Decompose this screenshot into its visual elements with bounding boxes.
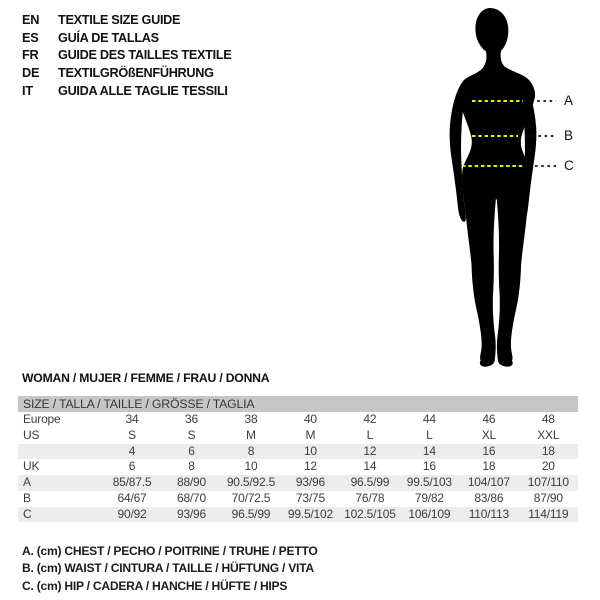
table-row bbox=[18, 475, 578, 491]
measurement-note: A. (cm) CHEST / PECHO / POITRINE / TRUHE / PETTO bbox=[22, 544, 318, 558]
marker-label-a: A bbox=[564, 93, 574, 108]
size-value-cell: 10 bbox=[303, 443, 317, 458]
language-title: TEXTILE SIZE GUIDE bbox=[58, 12, 181, 27]
size-value-cell: 38 bbox=[244, 412, 258, 426]
size-value-cell: S bbox=[187, 427, 196, 442]
size-value-cell: 68/70 bbox=[176, 490, 206, 505]
table-row bbox=[18, 491, 578, 507]
size-table bbox=[18, 396, 578, 522]
size-value-cell: 18 bbox=[541, 443, 555, 458]
row-label: UK bbox=[23, 459, 40, 474]
size-value-cell: 96.5/99 bbox=[350, 475, 390, 489]
size-value-cell: M bbox=[305, 427, 316, 442]
size-value-cell: 73/75 bbox=[295, 490, 325, 505]
marker-label-b: B bbox=[564, 128, 574, 143]
size-value-cell: XL bbox=[481, 427, 496, 442]
language-title: GUIDE DES TAILLES TEXTILE bbox=[58, 48, 232, 63]
size-value-cell: 107/110 bbox=[527, 475, 569, 489]
table-row bbox=[18, 444, 578, 460]
size-value-cell: 36 bbox=[185, 412, 198, 426]
table-row bbox=[18, 459, 578, 475]
size-value-cell: 110/113 bbox=[468, 506, 509, 521]
language-title-row bbox=[22, 82, 231, 100]
size-table-body bbox=[18, 412, 578, 522]
woman-silhouette-icon bbox=[395, 0, 600, 380]
table-row bbox=[18, 428, 578, 444]
size-value-cell: 106/109 bbox=[408, 506, 451, 521]
size-value-cell: 102.5/105 bbox=[344, 506, 396, 521]
language-title-row bbox=[22, 64, 231, 82]
size-value-cell: 87/90 bbox=[533, 490, 563, 505]
size-value-cell: 14 bbox=[363, 459, 377, 474]
language-code: FR bbox=[22, 48, 39, 63]
size-value-cell: 10 bbox=[244, 459, 258, 474]
size-value-cell: 16 bbox=[422, 459, 436, 474]
size-value-cell: 48 bbox=[541, 412, 555, 426]
size-value-cell: 93/96 bbox=[295, 475, 325, 489]
language-title: TEXTILGRÖßENFÜHRUNG bbox=[58, 65, 214, 80]
language-title-list bbox=[22, 11, 231, 99]
size-value-cell: 93/96 bbox=[176, 506, 206, 521]
size-value-cell: 90.5/92.5 bbox=[226, 475, 276, 489]
size-value-cell: 44 bbox=[422, 412, 436, 426]
size-value-cell: 79/82 bbox=[414, 490, 444, 505]
size-value-cell: 6 bbox=[188, 443, 195, 458]
silhouette-left-arm bbox=[450, 84, 466, 222]
measurement-notes bbox=[22, 543, 318, 595]
size-value-cell: 4 bbox=[128, 443, 136, 458]
marker-label-c: C bbox=[564, 158, 574, 173]
size-value-cell: 20 bbox=[541, 459, 555, 474]
language-title-row bbox=[22, 29, 231, 47]
language-code: DE bbox=[22, 65, 40, 80]
woman-silhouette-figure bbox=[395, 0, 600, 380]
language-code: ES bbox=[22, 30, 39, 45]
language-title-row bbox=[22, 46, 231, 64]
size-value-cell: 40 bbox=[303, 412, 317, 426]
size-value-cell: 64/67 bbox=[117, 490, 147, 505]
size-value-cell: 96.5/99 bbox=[231, 506, 271, 521]
row-label bbox=[18, 444, 102, 460]
row-label: US bbox=[23, 427, 40, 442]
size-value-cell: 76/78 bbox=[355, 490, 385, 505]
size-value-cell: 14 bbox=[422, 443, 436, 458]
language-code: IT bbox=[22, 83, 33, 98]
measurement-note: B. (cm) WAIST / CINTURA / TAILLE / HÜFTUNG / VITA bbox=[22, 561, 314, 576]
size-value-cell: S bbox=[128, 427, 136, 442]
size-value-cell: 99.5/103 bbox=[406, 475, 452, 489]
size-value-cell: 8 bbox=[188, 459, 195, 474]
size-value-cell: 12 bbox=[363, 443, 377, 458]
language-code: EN bbox=[22, 12, 40, 27]
section-title-woman: WOMAN / MUJER / FEMME / FRAU / DONNA bbox=[22, 371, 270, 385]
size-value-cell: 42 bbox=[363, 412, 377, 426]
row-label: A bbox=[23, 475, 31, 489]
language-title-row bbox=[22, 11, 231, 29]
size-value-cell: 70/72.5 bbox=[231, 490, 271, 505]
size-value-cell: 85/87.5 bbox=[112, 475, 152, 489]
language-title: GUÍA DE TALLAS bbox=[58, 30, 159, 45]
size-value-cell: 16 bbox=[482, 443, 496, 458]
row-label: Europe bbox=[23, 412, 61, 426]
row-label: C bbox=[23, 506, 32, 521]
size-value-cell: 46 bbox=[482, 412, 496, 426]
size-value-cell: 90/92 bbox=[117, 506, 147, 521]
table-row bbox=[18, 412, 578, 428]
table-row bbox=[18, 507, 578, 523]
size-value-cell: 6 bbox=[128, 459, 136, 474]
size-table-header: SIZE / TALLA / TAILLE / GRÖSSE / TAGLIA bbox=[18, 396, 578, 412]
size-value-cell: L bbox=[426, 427, 433, 442]
size-value-cell: 8 bbox=[247, 443, 255, 458]
size-value-cell: 83/86 bbox=[474, 490, 504, 505]
measurement-note: C. (cm) HIP / CADERA / HANCHE / HÜFTE / HIPS bbox=[22, 578, 288, 593]
language-title: GUIDA ALLE TAGLIE TESSILI bbox=[58, 83, 228, 98]
size-value-cell: M bbox=[246, 427, 256, 442]
size-value-cell: 12 bbox=[303, 459, 317, 474]
size-value-cell: 18 bbox=[482, 459, 496, 474]
size-value-cell: 104/107 bbox=[467, 475, 510, 489]
size-value-cell: 34 bbox=[125, 412, 139, 426]
size-value-cell: L bbox=[366, 427, 374, 442]
size-value-cell: 88/90 bbox=[176, 475, 206, 489]
row-label: B bbox=[23, 490, 31, 505]
size-value-cell: 114/119 bbox=[528, 506, 569, 521]
size-value-cell: 99.5/102 bbox=[287, 506, 333, 521]
size-value-cell: XXL bbox=[537, 427, 560, 442]
